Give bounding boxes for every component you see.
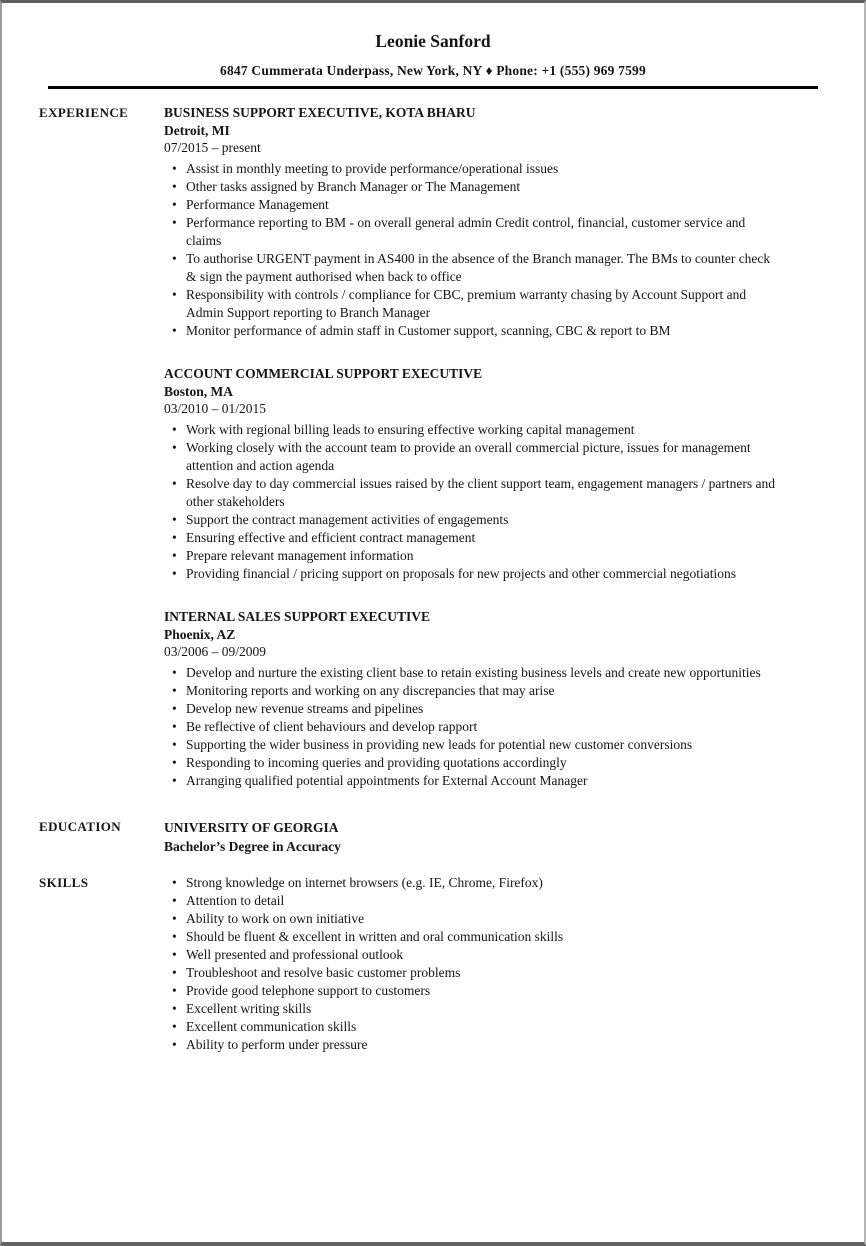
job-location: Detroit, MI [164,123,230,138]
experience-label-column [2,104,164,122]
education-label-column [2,818,164,836]
bullet-item: • Performance reporting to BM - on overall general admin Credit control, financial, customer service and claims [172,214,776,250]
skill-item: • Provide good telephone support to customers [172,982,776,1000]
section-education [2,818,864,856]
bullet-item: • Monitor performance of admin staff in Customer support, scanning, CBC & report to BM [172,322,776,340]
bullet-item: • Providing financial / pricing support on proposals for new projects and other commercial negotiations [172,565,776,583]
bullet-item: • Assist in monthly meeting to provide performance/operational issues [172,160,776,178]
job-dates: 03/2006 – 09/2009 [164,644,267,659]
school-name: UNIVERSITY OF GEORGIA [164,820,339,835]
job-location: Phoenix, AZ [164,627,236,642]
bullet-item: • To authorise URGENT payment in AS400 in the absence of the Branch manager. The BMs to counter check & sign the payment authorised when back to office [172,250,776,286]
section-label-education: EDUCATION [39,819,122,834]
skills-content [164,874,820,1054]
bullet-item: • Develop new revenue streams and pipelines [172,700,776,718]
bullet-list [164,421,776,583]
section-skills [2,874,864,1054]
degree: Bachelor’s Degree in Accuracy [164,839,341,854]
bullet-item: • Support the contract management activities of engagements [172,511,776,529]
job-location: Boston, MA [164,384,234,399]
bullet-item: • Responsibility with controls / compliance for CBC, premium warranty chasing by Account Support and Admin Support reporting to Branch Manager [172,286,776,322]
skills-list [164,874,776,1054]
candidate-name: Leonie Sanford [375,31,491,51]
bullet-item: • Responding to incoming queries and providing quotations accordingly [172,754,776,772]
jobs-container [164,104,820,790]
skill-item: • Ability to perform under pressure [172,1036,776,1054]
bullet-item: • Prepare relevant management information [172,547,776,565]
skill-item: • Attention to detail [172,892,776,910]
skill-item: • Well presented and professional outlook [172,946,776,964]
skill-item: • Troubleshoot and resolve basic customer problems [172,964,776,982]
job-dates: 07/2015 – present [164,140,261,155]
bullet-item: • Resolve day to day commercial issues raised by the client support team, engagement managers / partners and other stakeholders [172,475,776,511]
skill-item: • Ability to work on own initiative [172,910,776,928]
resume-body [2,104,864,1054]
job-entry [164,365,776,583]
header-divider [48,86,818,89]
skill-item: • Excellent writing skills [172,1000,776,1018]
skill-item: • Strong knowledge on internet browsers (e.g. IE, Chrome, Firefox) [172,874,776,892]
bullet-item: • Ensuring effective and efficient contract management [172,529,776,547]
bullet-item: • Performance Management [172,196,776,214]
job-title: BUSINESS SUPPORT EXECUTIVE, KOTA BHARU [164,105,476,120]
bullet-item: • Monitoring reports and working on any discrepancies that may arise [172,682,776,700]
bullet-item: • Arranging qualified potential appointments for External Account Manager [172,772,776,790]
bullet-list [164,664,776,790]
section-label-skills: SKILLS [39,875,89,890]
job-entry [164,608,776,790]
education-content [164,818,820,856]
bullet-item: • Other tasks assigned by Branch Manager or The Management [172,178,776,196]
job-entry [164,104,776,340]
job-title: INTERNAL SALES SUPPORT EXECUTIVE [164,609,430,624]
skill-item: • Excellent communication skills [172,1018,776,1036]
skills-label-column [2,874,164,892]
section-label-experience: EXPERIENCE [39,105,129,120]
bullet-list [164,160,776,340]
contact-line: 6847 Cummerata Underpass, New York, NY ♦ Phone: +1 (555) 969 7599 [220,63,646,78]
skill-item: • Should be fluent & excellent in written and oral communication skills [172,928,776,946]
section-experience [2,104,864,790]
bullet-item: • Supporting the wider business in providing new leads for potential new customer conversions [172,736,776,754]
bullet-item: • Develop and nurture the existing client base to retain existing business levels and create new opportunities [172,664,776,682]
job-dates: 03/2010 – 01/2015 [164,401,267,416]
bullet-item: • Work with regional billing leads to ensuring effective working capital management [172,421,776,439]
resume-header [2,3,864,89]
bullet-item: • Be reflective of client behaviours and develop rapport [172,718,776,736]
bullet-item: • Working closely with the account team to provide an overall commercial picture, issues for management attention and action agenda [172,439,776,475]
job-title: ACCOUNT COMMERCIAL SUPPORT EXECUTIVE [164,366,483,381]
